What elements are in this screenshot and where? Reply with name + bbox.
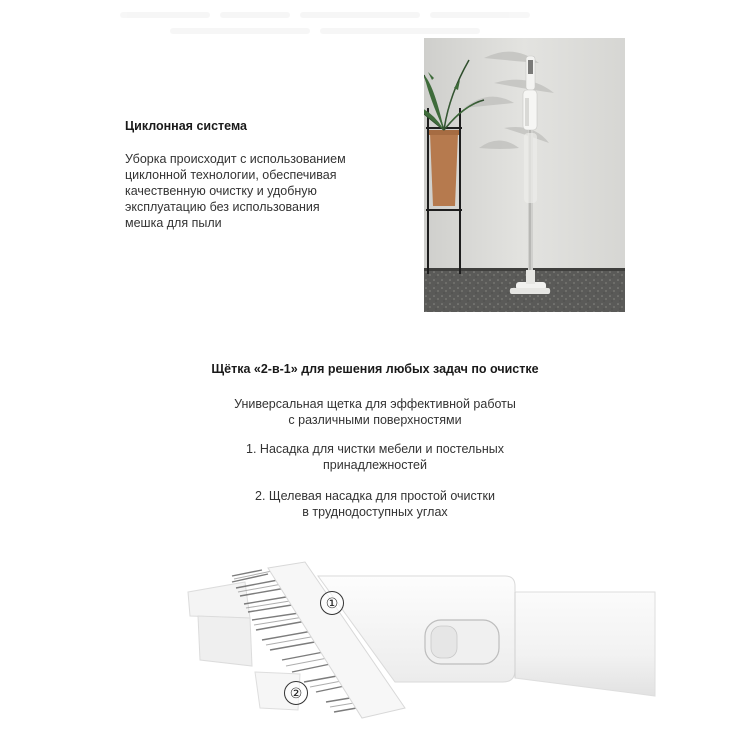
brush-intro-line: Универсальная щетка для эффективной работы [234, 397, 516, 411]
vacuum-lifestyle-photo [424, 38, 625, 312]
vacuum-photo-illustration [424, 38, 625, 312]
brush-item1-line: принадлежностей [323, 458, 427, 472]
cyclone-body-line: Уборка происходит с использованием [125, 152, 346, 166]
cyclone-body-line: циклонной технологии, обеспечивая [125, 168, 337, 182]
cyclone-body-line: мешка для пыли [125, 216, 222, 230]
brush-intro-line: с различными поверхностями [288, 413, 462, 427]
brush-nozzle-illustration [0, 540, 750, 750]
callout-number-1: ① [320, 591, 344, 615]
callout-number-2: ② [284, 681, 308, 705]
brush-section-title: Щётка «2-в-1» для решения любых задач по очистке [211, 362, 539, 376]
cyclone-body-line: эксплуатацию без использования [125, 200, 320, 214]
cyclone-body-line: качественную очистку и удобную [125, 184, 317, 198]
cyclone-section-body [125, 151, 395, 231]
brush-item2-line: 2. Щелевая насадка для простой очистки [255, 489, 495, 503]
brush-item2-line: в труднодоступных углах [302, 505, 448, 519]
cyclone-section-title: Циклонная система [125, 119, 247, 133]
brush-item1-line: 1. Насадка для чистки мебели и постельных [246, 442, 504, 456]
brush-nozzle-product-image [0, 540, 750, 750]
